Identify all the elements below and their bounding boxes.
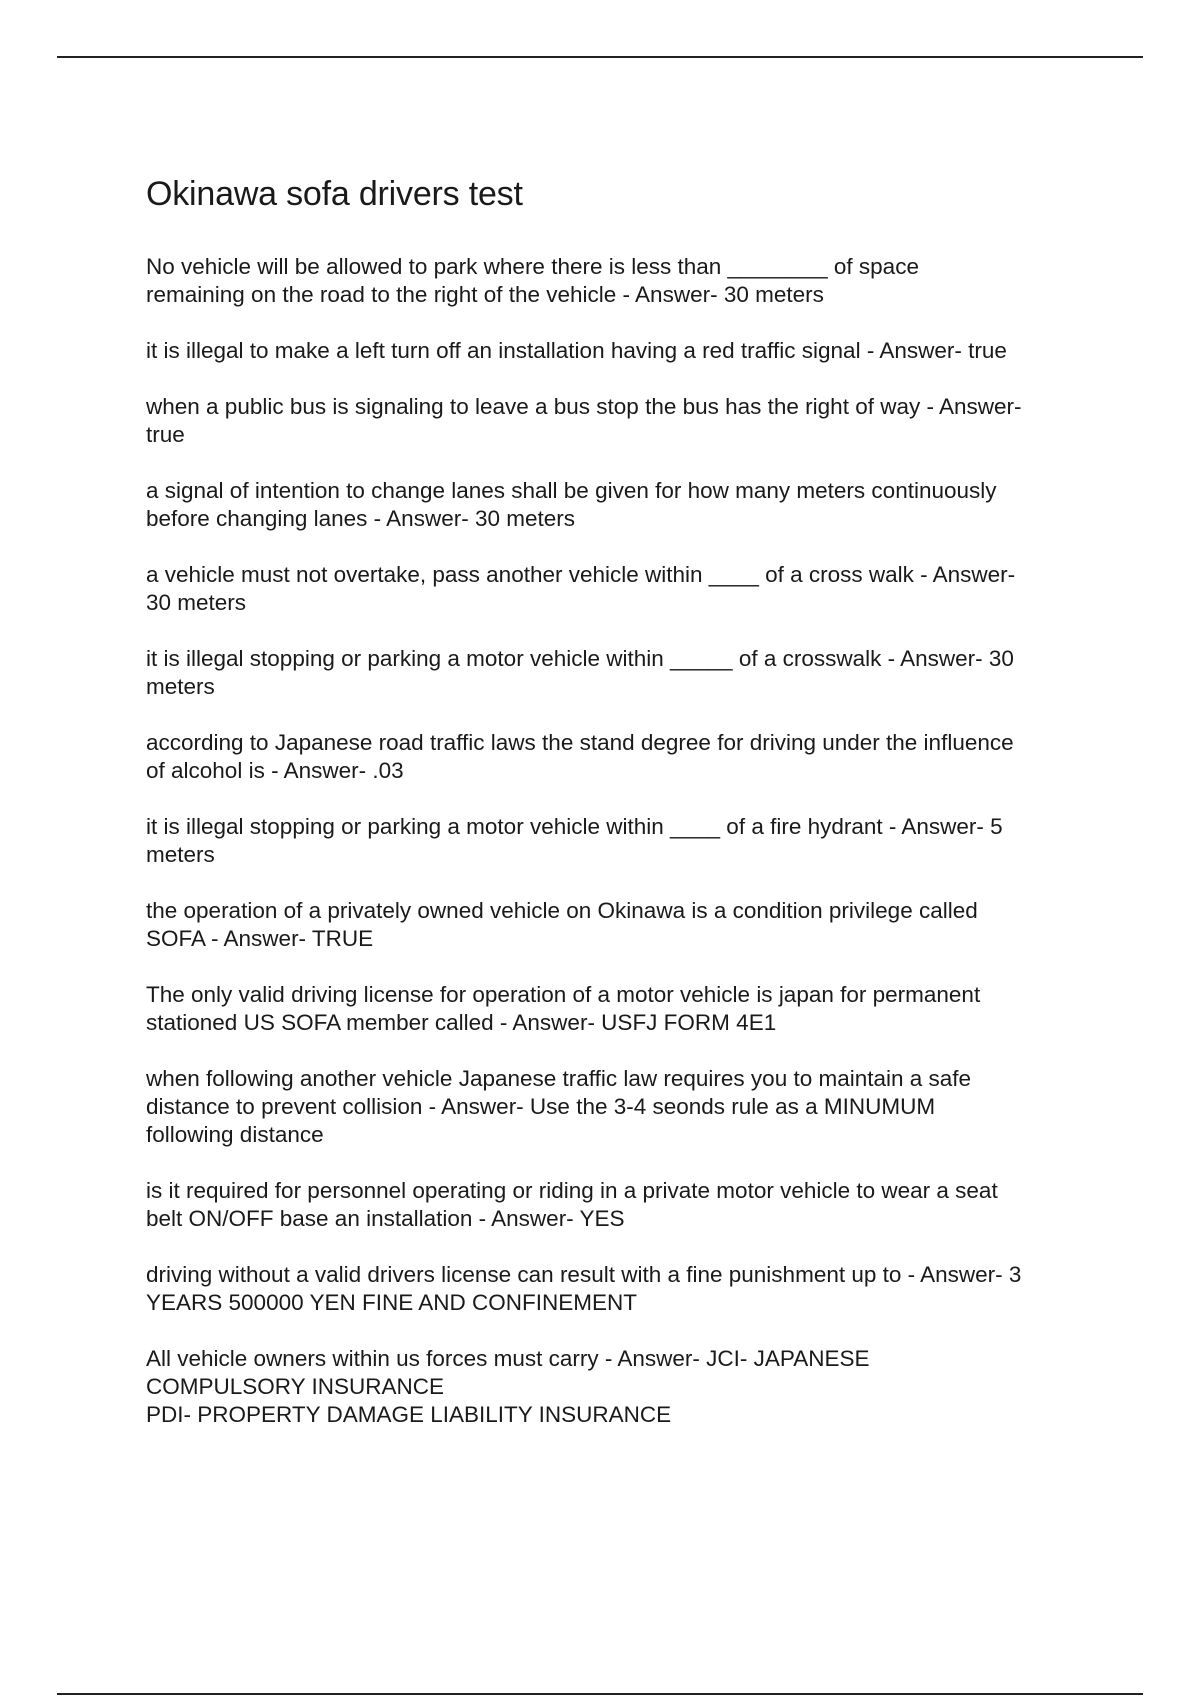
qa-item-13: driving without a valid drivers license can result with a fine punishment up to - Answer- 3 YEARS 500000 YEN FINE AND CONFINEMENT — [146, 1262, 1022, 1315]
qa-item-10: The only valid driving license for operation of a motor vehicle is japan for permanent stationed US SOFA member called - Answer- USFJ FORM 4E1 — [146, 982, 981, 1035]
document-title: Okinawa sofa drivers test — [146, 175, 523, 213]
document-body — [146, 172, 1096, 1457]
qa-item-5: a vehicle must not overtake, pass another vehicle within ____ of a cross walk - Answer- 30 meters — [146, 562, 1016, 615]
qa-item-8: it is illegal stopping or parking a motor vehicle within ____ of a fire hydrant - Answer- 5 meters — [146, 814, 1003, 867]
qa-item-4: a signal of intention to change lanes shall be given for how many meters continuously before changing lanes - Answer- 30 meters — [146, 478, 997, 531]
bottom-divider — [57, 1693, 1143, 1695]
qa-item-1: No vehicle will be allowed to park where there is less than ________ of space remaining on the road to the right of the vehicle - Answer- 30 meters — [146, 254, 919, 307]
top-divider — [57, 56, 1143, 58]
qa-item-14: All vehicle owners within us forces must carry - Answer- JCI- JAPANESE COMPULSORY INSURANCE PDI- PROPERTY DAMAGE LIABILITY INSURANCE — [146, 1346, 870, 1427]
qa-item-2: it is illegal to make a left turn off an installation having a red traffic signal - Answer- true — [146, 338, 1007, 363]
qa-item-11: when following another vehicle Japanese traffic law requires you to maintain a safe distance to prevent collision - Answer- Use the 3-4 seonds rule as a MINUMUM following distance — [146, 1066, 972, 1147]
qa-item-6: it is illegal stopping or parking a motor vehicle within _____ of a crosswalk - Answer- 30 meters — [146, 646, 1014, 699]
qa-item-9: the operation of a privately owned vehicle on Okinawa is a condition privilege called SOFA - Answer- TRUE — [146, 898, 978, 951]
qa-item-3: when a public bus is signaling to leave a bus stop the bus has the right of way - Answer- true — [146, 394, 1022, 447]
qa-item-7: according to Japanese road traffic laws the stand degree for driving under the influence of alcohol is - Answer- .03 — [146, 730, 1014, 783]
qa-item-12: is it required for personnel operating or riding in a private motor vehicle to wear a seat belt ON/OFF base an installation - Answer- YES — [146, 1178, 998, 1231]
